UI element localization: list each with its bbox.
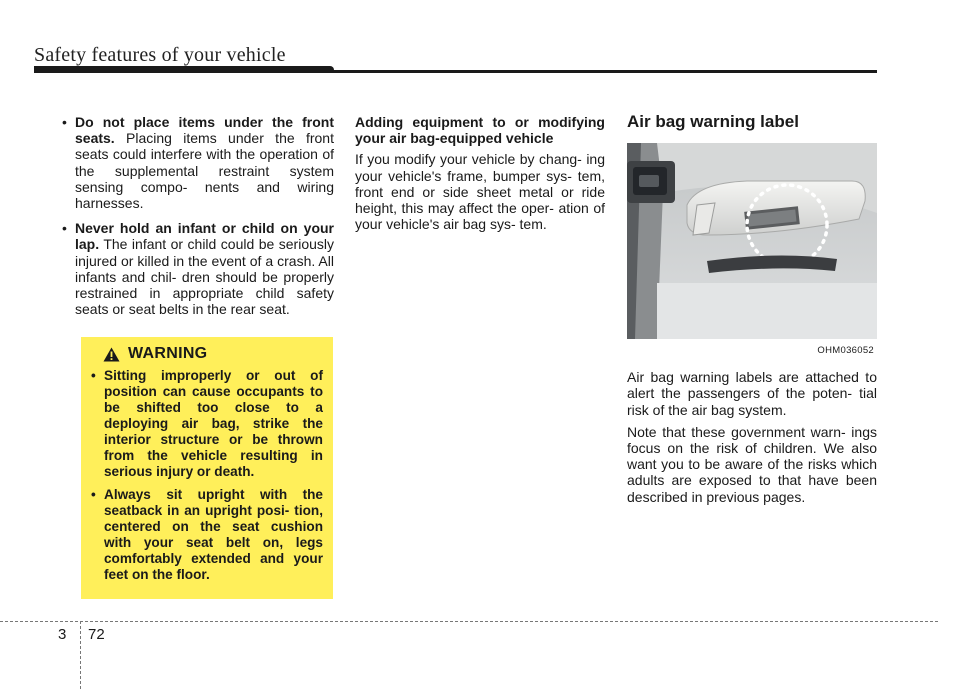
paragraph: If you modify your vehicle by chang- ing your vehicle's frame, bumper sys- tem, front end or side sheet metal or ride height, this may affect the oper- ation of your vehicle's air bag sys- tem. [355, 151, 605, 233]
warning-header [103, 345, 323, 363]
bullet-lead: Do not place items under the front seats. [75, 114, 334, 147]
footer-divider [0, 621, 938, 622]
list-item: • Sitting improperly or out of position can cause occupants to be shifted too close to a deploying air bag, strike the interior structure or be thrown from the vehicle resulting in serious injury or death. [91, 368, 323, 480]
chapter-number: 3 [58, 626, 67, 643]
photo-caption: OHM036052 [817, 345, 874, 356]
list-item [62, 114, 334, 211]
bullet-text: Placing items under the front seats could interfere with the operation of the supplemental restraint system sensing compo- nents and wiring harnesses. [75, 130, 334, 212]
warning-body [91, 368, 323, 583]
page-number: 72 [88, 626, 105, 643]
paragraph: Note that these government warn- ings focus on the risk of children. We also want you to be aware of the risks which adults are exposed to that have been described in previous pages. [627, 423, 877, 505]
sun-visor-airbag-label-photo [627, 143, 877, 339]
warning-title: WARNING [128, 345, 208, 362]
warning-triangle-icon [103, 347, 120, 362]
page-header-title: Safety features of your vehicle [34, 44, 286, 66]
section-subhead: Adding equipment to or modifying your air bag-equipped vehicle [355, 114, 605, 147]
list-item [62, 220, 334, 317]
warning-box [81, 337, 333, 599]
column-3 [627, 112, 877, 505]
header-rule [34, 70, 877, 73]
list-item: • Always sit upright with the seatback in an upright posi- tion, centered on the seat cushion with your seat belt on, legs comfortably extended and your feet on the floor. [91, 487, 323, 583]
column-2 [355, 114, 605, 232]
sun-visor-illustration [627, 143, 877, 339]
column-1 [62, 114, 334, 326]
bullet-lead: Never hold an infant or child on your lap. [75, 220, 334, 253]
section-title: Air bag warning label [627, 112, 799, 131]
paragraph: Air bag warning labels are attached to alert the passengers of the poten- tial risk of the air bag system. [627, 369, 877, 418]
footer-vertical-divider [80, 621, 81, 689]
bullet-text: The infant or child could be seriously injured or killed in the event of a crash. All infants and chil- dren should be properly restrained in appropriate child safety seats or seat belts in the rear seat. [75, 236, 334, 318]
